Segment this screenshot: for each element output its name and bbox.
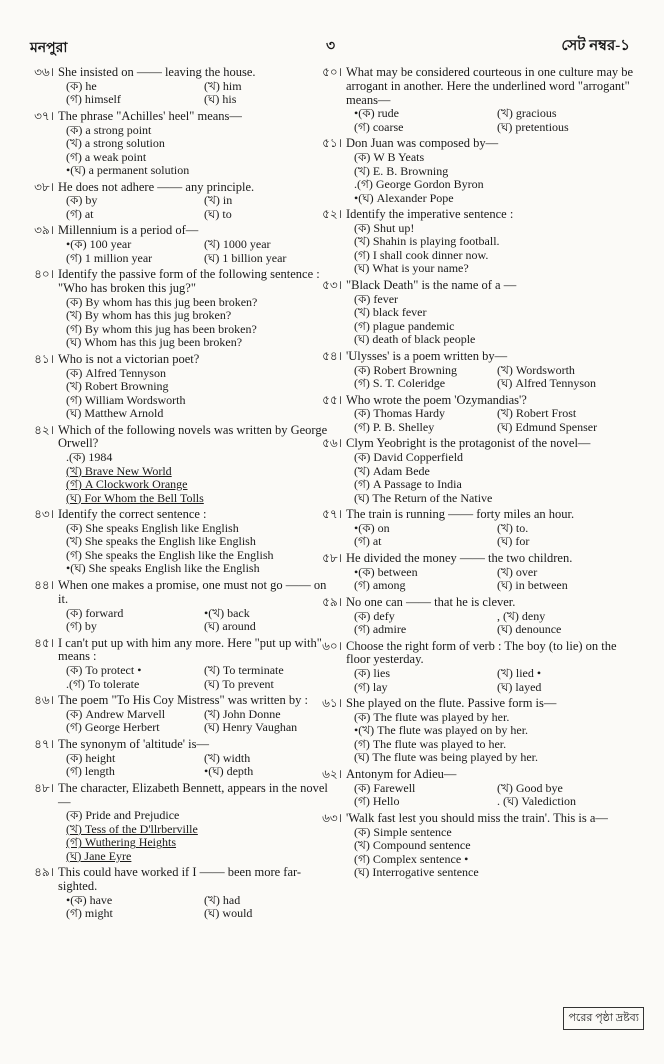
answer-option: (খ) Wordsworth (497, 363, 575, 377)
answer-option: (ক) To protect • (66, 664, 142, 678)
question-item (322, 392, 636, 435)
option-list (58, 809, 338, 863)
answer-option: (খ) She speaks the English like English (66, 535, 256, 549)
answer-option: •(ক) 100 year (66, 238, 132, 252)
option-list (58, 367, 338, 421)
answer-option: •(ঘ) a permanent solution (66, 164, 190, 178)
question-text: The train is running —— forty miles an hour. (346, 507, 575, 522)
answer-option: (খ) width (204, 751, 251, 765)
question-text: Identify the imperative sentence : (346, 207, 514, 222)
question-number: ৪৬। (34, 693, 54, 708)
question-item (322, 594, 636, 637)
option-list (346, 364, 636, 391)
answer-option: (ঘ) For Whom the Bell Tolls (66, 491, 204, 505)
answer-option: (গ) by (66, 620, 97, 634)
answer-option: (খ) a strong solution (66, 137, 165, 151)
answer-option: (খ) 1000 year (204, 238, 271, 252)
answer-option: (ক) a strong point (66, 123, 152, 137)
question-text: Identify the correct sentence : (58, 507, 207, 522)
question-text: The synonym of 'altitude' is— (58, 736, 210, 751)
answer-option: •(খ) back (204, 606, 250, 620)
answer-option: (খ) Tess of the D'llrberville (66, 822, 198, 836)
question-item (322, 65, 636, 134)
answer-option: (গ) Hello (354, 795, 400, 809)
option-list (58, 238, 338, 265)
question-text: The phrase "Achilles' heel" means— (58, 108, 242, 123)
question-text: What may be considered courteous in one culture may be arrogant in another. Here the underlined word "arrogant" means— (346, 65, 634, 107)
option-list (58, 194, 338, 221)
question-number: ৬২। (322, 766, 342, 781)
answer-option: (গ) might (66, 907, 113, 921)
answer-option: (গ) a weak point (66, 150, 147, 164)
question-item (34, 351, 338, 421)
option-list (58, 451, 338, 505)
question-item (322, 507, 636, 549)
question-number: ৬৩। (322, 810, 342, 825)
question-item (322, 766, 636, 809)
answer-option: (গ) lay (354, 680, 388, 694)
question-text: She insisted on —— leaving the house. (58, 65, 256, 79)
question-text: This could have worked if I —— been more far-sighted. (58, 865, 302, 894)
question-number: ৫২। (322, 207, 342, 222)
answer-option: (খ) to. (497, 521, 529, 535)
answer-option: (ঘ) pretentious (497, 120, 569, 134)
answer-option: •(খ) The flute was played on by her. (354, 724, 529, 738)
answer-option: (ক) fever (354, 292, 399, 306)
answer-option: (ক) Alfred Tennyson (66, 366, 166, 380)
answer-option: (খ) By whom has this jug broken? (66, 309, 232, 323)
question-number: ৪৫। (34, 635, 54, 650)
question-number: ৩৭। (34, 108, 54, 123)
answer-option: (খ) John Donne (204, 707, 281, 721)
answer-option: (গ) among (354, 579, 406, 593)
answer-option: (ক) By whom has this jug been broken? (66, 295, 258, 309)
answer-option: (ঘ) his (204, 93, 237, 107)
answer-option: (গ) plague pandemic (354, 319, 455, 333)
question-item (34, 736, 338, 779)
left-column (34, 65, 338, 924)
answer-option: (ঘ) Jane Eyre (66, 849, 132, 863)
answer-option: (গ) William Wordsworth (66, 393, 186, 407)
answer-option: (ক) he (66, 79, 97, 93)
answer-option: (খ) gracious (497, 107, 557, 121)
answer-option: •(ঘ) She speaks English like the English (66, 562, 260, 576)
answer-option: (ঘ) layed (497, 680, 542, 694)
question-item (322, 136, 636, 205)
answer-option: •(ঘ) depth (204, 765, 254, 779)
school-name: মনপুরা (30, 41, 68, 56)
question-item (322, 550, 636, 593)
answer-option: (গ) Wuthering Heights (66, 836, 177, 850)
question-text: The character, Elizabeth Bennett, appears in the novel— (58, 780, 328, 809)
option-list (346, 293, 636, 347)
answer-option: (ঘ) 1 billion year (204, 251, 287, 265)
question-item (34, 65, 338, 107)
answer-option: (খ) Robert Frost (497, 407, 577, 421)
answer-option: (খ) Robert Browning (66, 380, 169, 394)
answer-option: (গ) 1 million year (66, 251, 153, 265)
question-text: Who wrote the poem 'Ozymandias'? (346, 392, 527, 407)
answer-option: (ক) Farewell (354, 781, 416, 795)
answer-option: (ঘ) in between (497, 579, 568, 593)
question-item (34, 577, 338, 634)
answer-option: (গ) Complex sentence • (354, 852, 469, 866)
question-item (322, 436, 636, 505)
question-number: ৫৮। (322, 550, 342, 565)
question-number: ৪২। (34, 422, 54, 437)
answer-option: (গ) A Clockwork Orange (66, 478, 188, 492)
answer-option: (ক) David Copperfield (354, 451, 464, 465)
question-number: ৫৯। (322, 594, 342, 609)
question-number: ৬০। (322, 638, 342, 653)
question-number: ৫৩। (322, 277, 342, 292)
answer-option: (খ) in (204, 194, 233, 208)
question-number: ৪৪। (34, 577, 54, 592)
option-list (58, 522, 338, 576)
answer-option: (ঘ) for (497, 535, 530, 549)
answer-option: •(ক) have (66, 893, 113, 907)
question-item (322, 277, 636, 347)
answer-option: (খ) over (497, 565, 538, 579)
question-text: "Black Death" is the name of a — (346, 277, 517, 292)
question-text: Clym Yeobright is the protagonist of the novel— (346, 436, 591, 451)
option-list (346, 407, 636, 434)
option-list (346, 151, 636, 205)
question-number: ৪৩। (34, 507, 54, 522)
answer-option: (গ) at (66, 207, 94, 221)
question-text: Which of the following novels was written by George Orwell? (58, 422, 328, 451)
answer-option: (গ) length (66, 765, 115, 779)
question-number: ৫৫। (322, 392, 342, 407)
option-list (346, 222, 636, 276)
question-number: ৪০। (34, 267, 54, 282)
question-item (34, 267, 338, 350)
answer-option: (গ) at (354, 535, 382, 549)
question-text: He divided the money —— the two children. (346, 550, 573, 565)
question-item (322, 207, 636, 276)
option-list (58, 80, 338, 107)
answer-option: •(ক) on (354, 521, 390, 535)
question-number: ৩৬। (34, 65, 54, 79)
question-text: Antonym for Adieu— (346, 766, 457, 781)
answer-option: (ঘ) What is your name? (354, 262, 469, 276)
answer-option: (ঘ) Whom has this jug been broken? (66, 336, 243, 350)
question-item (322, 810, 636, 880)
answer-option: (গ) coarse (354, 120, 404, 134)
question-number: ৬১। (322, 696, 342, 711)
question-number: ৪১। (34, 351, 54, 366)
answer-option: •(ক) between (354, 565, 418, 579)
answer-option: (খ) him (204, 79, 242, 93)
question-text: Millennium is a period of— (58, 223, 199, 238)
answer-option: (ক) The flute was played by her. (354, 710, 510, 724)
answer-option: (খ) black fever (354, 306, 427, 320)
option-list (346, 610, 636, 637)
question-number: ৪৯। (34, 865, 54, 880)
answer-option: (ক) Andrew Marvell (66, 707, 166, 721)
question-item (34, 223, 338, 265)
answer-option: (গ) P. B. Shelley (354, 420, 435, 434)
page-header (0, 0, 664, 56)
answer-option: (ক) Robert Browning (354, 363, 458, 377)
option-list (58, 708, 338, 735)
right-column (322, 65, 636, 883)
question-text: The poem "To His Coy Mistress" was written by : (58, 693, 308, 708)
question-text: He does not adhere —— any principle. (58, 179, 255, 194)
set-number: সেট নম্বর-১ (561, 38, 630, 54)
answer-option: .(ক) 1984 (66, 451, 113, 465)
question-number: ৪৮। (34, 780, 54, 795)
question-number: ৫১। (322, 136, 342, 151)
answer-option: .(গ) To tolerate (66, 677, 140, 691)
answer-option: (ঘ) Matthew Arnold (66, 407, 164, 421)
question-text: 'Walk fast lest you should miss the train'. This is a— (346, 810, 608, 825)
next-page-note: পরের পৃষ্ঠা দ্রষ্টব্য (563, 1007, 644, 1030)
answer-option: (ক) Simple sentence (354, 825, 452, 839)
option-list (58, 664, 338, 691)
question-text: Identify the passive form of the following sentence : "Who has broken this jug?" (58, 267, 320, 295)
question-item (34, 108, 338, 178)
question-item (34, 635, 338, 692)
answer-option: (গ) The flute was played to her. (354, 737, 507, 751)
answer-option: (গ) himself (66, 93, 121, 107)
question-text: When one makes a promise, one must not go —— on it. (58, 577, 327, 606)
question-number: ৫৪। (322, 348, 342, 363)
option-list (346, 782, 636, 809)
answer-option: (ঘ) Edmund Spenser (497, 420, 598, 434)
answer-option: (ঘ) Interrogative sentence (354, 866, 479, 880)
question-item (34, 422, 338, 506)
option-list (58, 894, 338, 921)
option-list (58, 607, 338, 634)
answer-option: •(ঘ) Alexander Pope (354, 191, 454, 205)
answer-option: (ক) She speaks English like English (66, 521, 239, 535)
answer-option: (খ) Good bye (497, 781, 563, 795)
answer-option: (ঘ) would (204, 907, 253, 921)
answer-option: . (ঘ) Valediction (497, 795, 577, 809)
answer-option: (খ) Adam Bede (354, 464, 430, 478)
answer-option: (ক) defy (354, 609, 395, 623)
answer-option: (ক) forward (66, 606, 124, 620)
answer-option: (খ) Brave New World (66, 464, 172, 478)
question-text: 'Ulysses' is a poem written by— (346, 348, 508, 363)
option-list (58, 124, 338, 178)
answer-option: (ঘ) The Return of the Native (354, 491, 493, 505)
question-item (34, 179, 338, 222)
answer-option: (ক) height (66, 751, 116, 765)
question-number: ৩৮। (34, 179, 54, 194)
answer-option: (খ) To terminate (204, 664, 284, 678)
option-list (346, 451, 636, 505)
answer-option: (গ) She speaks the English like the English (66, 548, 274, 562)
question-number: ৩৯। (34, 223, 54, 238)
answer-option: (ঘ) Henry Vaughan (204, 721, 298, 735)
question-text: I can't put up with him any more. Here "put up with" means : (58, 635, 322, 664)
answer-option: (ক) lies (354, 667, 391, 681)
option-list (346, 826, 636, 880)
option-list (346, 107, 636, 134)
answer-option: (ক) Shut up! (354, 221, 415, 235)
answer-option: .(গ) George Gordon Byron (354, 178, 484, 192)
answer-option: (গ) I shall cook dinner now. (354, 248, 489, 262)
answer-option: (খ) lied • (497, 667, 542, 681)
answer-option: (ক) W B Yeats (354, 151, 425, 165)
answer-option: •(ক) rude (354, 107, 399, 121)
answer-option: (ক) by (66, 194, 98, 208)
option-list (346, 667, 636, 694)
question-text: Who is not a victorian poet? (58, 351, 200, 366)
question-number: ৫০। (322, 65, 342, 79)
question-number: ৪৭। (34, 736, 54, 751)
question-item (34, 693, 338, 735)
answer-option: (ঘ) death of black people (354, 333, 476, 347)
option-list (58, 752, 338, 779)
option-list (346, 711, 636, 765)
answer-option: (ক) Pride and Prejudice (66, 809, 180, 823)
question-item (34, 865, 338, 921)
question-item (322, 638, 636, 695)
question-item (322, 348, 636, 391)
page-number: ৩ (326, 39, 336, 54)
question-number: ৫৬। (322, 436, 342, 451)
answer-option: (খ) had (204, 893, 241, 907)
question-text: She played on the flute. Passive form is— (346, 696, 557, 711)
answer-option: (ঘ) The flute was being played by her. (354, 751, 539, 765)
option-list (346, 566, 636, 593)
answer-option: (খ) Shahin is playing football. (354, 235, 500, 249)
option-list (58, 296, 338, 350)
answer-option: (খ) E. B. Browning (354, 164, 449, 178)
answer-option: (ঘ) around (204, 620, 256, 634)
answer-option: (ক) Thomas Hardy (354, 407, 446, 421)
answer-option: (ঘ) To prevent (204, 677, 274, 691)
question-text: No one can —— that he is clever. (346, 594, 516, 609)
question-item (34, 780, 338, 864)
question-text: Don Juan was composed by— (346, 136, 499, 151)
answer-option: (ঘ) denounce (497, 623, 562, 637)
question-text: Choose the right form of verb : The boy (to lie) on the floor yesterday. (346, 638, 617, 667)
question-item (34, 507, 338, 576)
question-item (322, 696, 636, 765)
answer-option: (ঘ) to (204, 207, 232, 221)
answer-option: (গ) By whom this jug has been broken? (66, 322, 257, 336)
answer-option: (গ) George Herbert (66, 721, 160, 735)
answer-option: (ঘ) Alfred Tennyson (497, 377, 596, 391)
answer-option: (খ) Compound sentence (354, 839, 471, 853)
answer-option: , (খ) deny (497, 609, 546, 623)
question-number: ৫৭। (322, 507, 342, 522)
answer-option: (গ) A Passage to India (354, 478, 462, 492)
answer-option: (গ) admire (354, 623, 407, 637)
option-list (346, 522, 636, 549)
answer-option: (গ) S. T. Coleridge (354, 377, 446, 391)
